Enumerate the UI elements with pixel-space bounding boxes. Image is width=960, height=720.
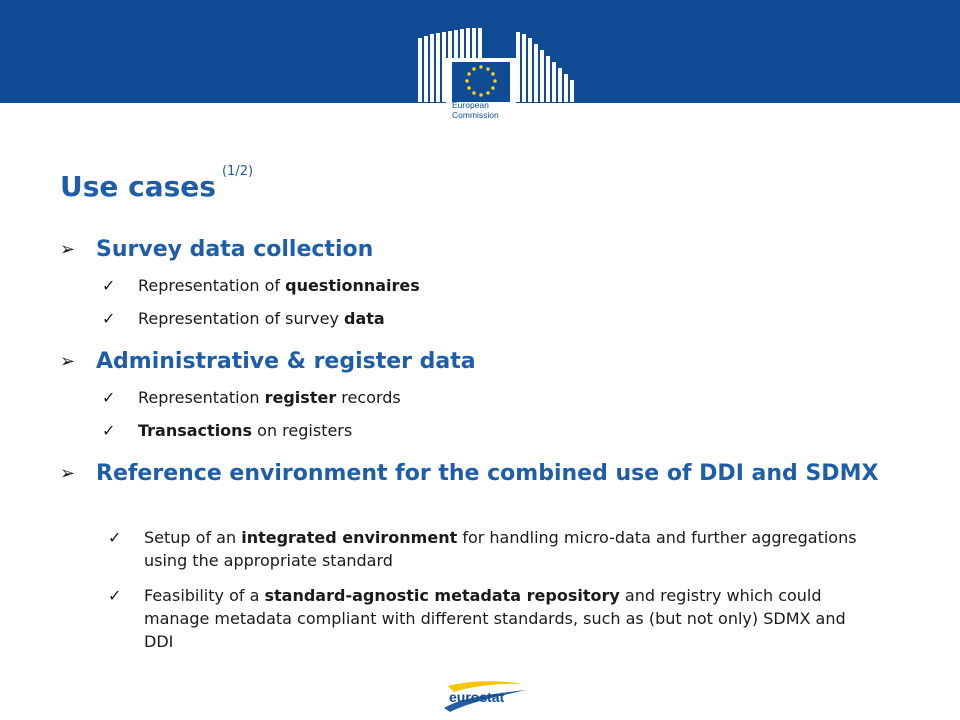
arrow-bullet-icon: ➢ [60, 351, 76, 372]
list-item [108, 526, 858, 572]
item-text-bold: integrated environment [241, 528, 458, 547]
item-text: records [336, 388, 401, 407]
european-commission-logo-text [452, 100, 512, 120]
checkmark-icon: ✓ [108, 528, 122, 547]
item-text-bold: Transactions [138, 421, 253, 440]
slide-title-text: Use cases [60, 170, 216, 203]
section-heading-text: Reference environment for the combined use of DDI and SDMX [96, 461, 879, 486]
item-text: on registers [252, 421, 353, 440]
slide-title [60, 164, 254, 203]
list-item [102, 419, 862, 442]
logo-text-line2: Commission [452, 110, 499, 120]
list-item [108, 584, 858, 653]
item-text: Representation of survey [138, 309, 345, 328]
checkmark-icon: ✓ [108, 586, 122, 605]
section-heading-reference [60, 460, 900, 488]
item-text: Representation [138, 388, 265, 407]
list-item [102, 307, 862, 330]
arrow-bullet-icon: ➢ [60, 239, 76, 260]
item-text: for handling micro-data and further aggregations using the appropriate standard [144, 528, 857, 570]
checkmark-icon: ✓ [102, 309, 116, 328]
checkmark-icon: ✓ [102, 421, 116, 440]
item-text: Feasibility of a [144, 586, 265, 605]
list-item [102, 274, 862, 297]
arrow-bullet-icon: ➢ [60, 463, 76, 484]
section-heading-text: Administrative & register data [96, 349, 476, 374]
item-text: Setup of an [144, 528, 242, 547]
item-text-bold: standard-agnostic metadata repository [264, 586, 620, 605]
item-text: and registry which could manage metadata compliant with different standards, such as (but not only) SDMX and DDI [144, 586, 846, 651]
slide-title-suffix: (1/2) [221, 164, 254, 179]
item-text-bold: register [264, 388, 337, 407]
section-heading-text: Survey data collection [96, 237, 374, 262]
checkmark-icon: ✓ [102, 276, 116, 295]
list-item [102, 386, 862, 409]
eurostat-logo [440, 678, 530, 714]
checkmark-icon: ✓ [102, 388, 116, 407]
logo-text-line1: European [452, 100, 489, 110]
eurostat-logo-text: eurostat [449, 689, 505, 705]
section-heading-survey [60, 236, 900, 264]
item-text-bold: questionnaires [285, 276, 420, 295]
item-text-bold: data [344, 309, 385, 328]
item-text: Representation of [138, 276, 286, 295]
section-heading-administrative [60, 348, 900, 376]
